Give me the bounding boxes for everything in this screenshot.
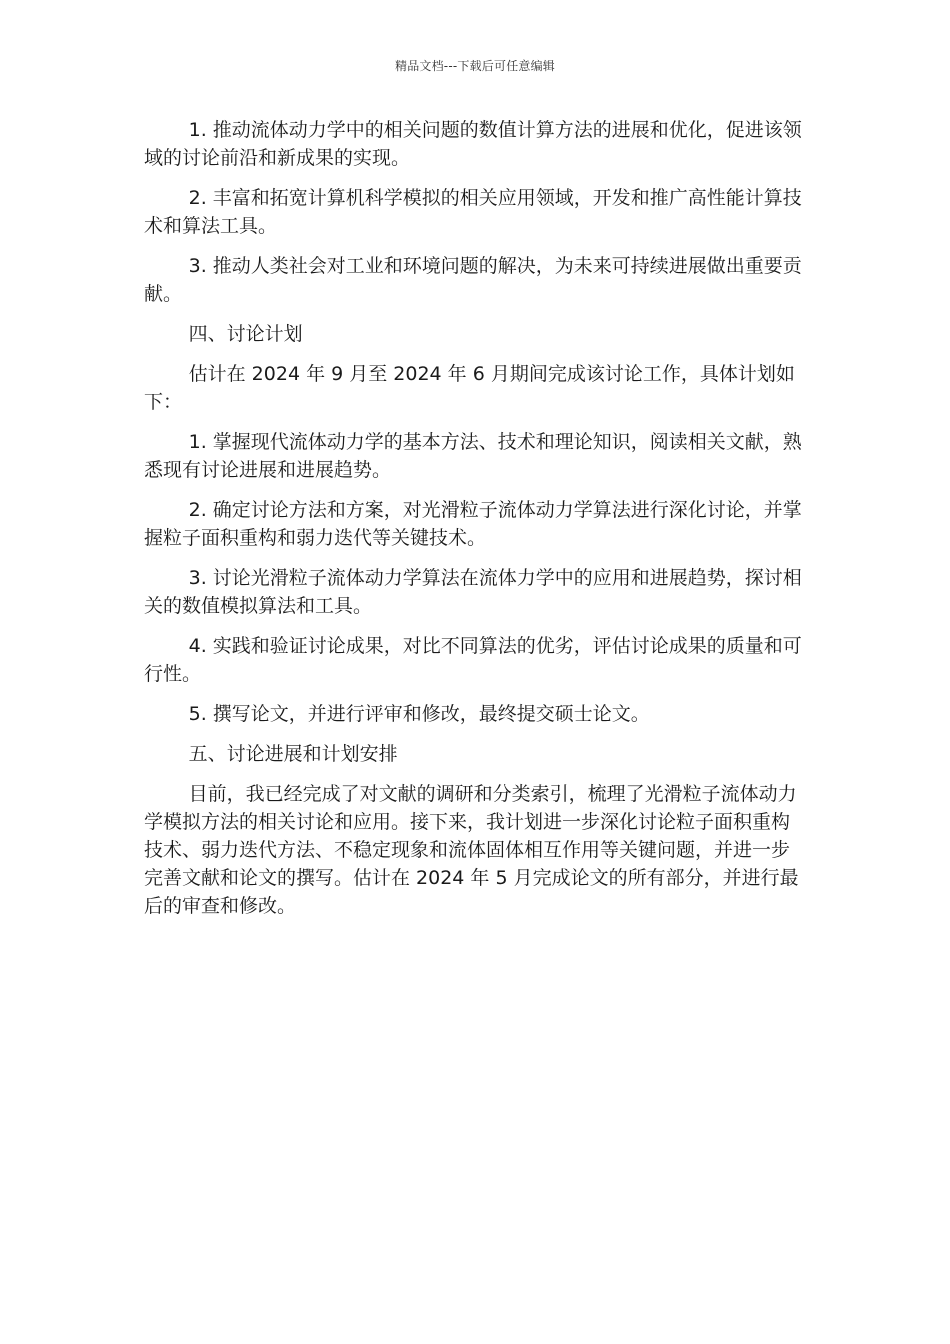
section-heading-progress: 五、讨论进展和计划安排 [188, 743, 398, 765]
paragraph-plan-intro: 估计在 2024 年 9 月至 2024 年 6 月期间完成该讨论工作，具体计划如下： [144, 363, 795, 413]
paragraph-plan-step-1: 1. 掌握现代流体动力学的基本方法、技术和理论知识，阅读相关文献，熟悉现有讨论进展和进展趋势。 [144, 431, 802, 481]
paragraph-plan-step-2: 2. 确定讨论方法和方案，对光滑粒子流体动力学算法进行深化讨论，并掌握粒子面积重构和弱力迭代等关键技术。 [144, 499, 802, 549]
page-header: 精品文档---下载后可任意编辑 [395, 59, 555, 73]
paragraph-goal-1: 1. 推动流体动力学中的相关问题的数值计算方法的进展和优化，促进该领域的讨论前沿和新成果的实现。 [144, 119, 802, 169]
paragraph-plan-step-3: 3. 讨论光滑粒子流体动力学算法在流体力学中的应用和进展趋势，探讨相关的数值模拟算法和工具。 [144, 567, 802, 617]
paragraph-progress: 目前，我已经完成了对文献的调研和分类索引，梳理了光滑粒子流体动力学模拟方法的相关讨论和应用。接下来，我计划进一步深化讨论粒子面积重构技术、弱力迭代方法、不稳定现象和流体固体相互作用等关键问题，并进一步完善文献和论文的撰写。估计在 2024 年 5 月完成论文的所有部分，并进行最后的审查和修改。 [144, 783, 799, 917]
document-body [144, 116, 808, 932]
paragraph-plan-step-4: 4. 实践和验证讨论成果，对比不同算法的优劣，评估讨论成果的质量和可行性。 [144, 635, 802, 685]
paragraph-goal-3: 3. 推动人类社会对工业和环境问题的解决，为未来可持续进展做出重要贡献。 [144, 255, 802, 305]
paragraph-plan-step-5: 5. 撰写论文，并进行评审和修改，最终提交硕士论文。 [188, 703, 650, 725]
section-heading-research-plan: 四、讨论计划 [188, 323, 303, 345]
paragraph-goal-2: 2. 丰富和拓宽计算机科学模拟的相关应用领域，开发和推广高性能计算技术和算法工具。 [144, 187, 802, 237]
